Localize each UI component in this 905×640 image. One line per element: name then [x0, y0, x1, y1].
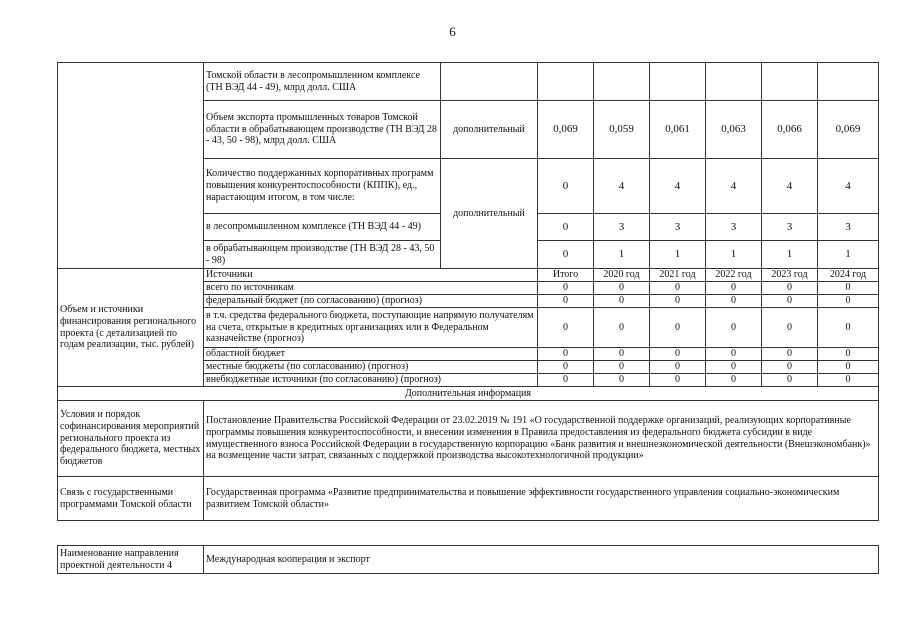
financing-row: внебюджетные источники (по согласованию) (прогноз) 0 0 0 0 0 0 [58, 374, 879, 387]
direction-value: Международная кооперация и экспорт [204, 546, 879, 574]
indicator-row [58, 63, 879, 101]
indicator-name: в лесопромышленном комплексе (ТН ВЭД 44 - 49) [204, 214, 441, 241]
financing-header-source: Источники [204, 269, 538, 282]
indicator-name: Объем экспорта промышленных товаров Томской области в обрабатывающем производстве (ТН ВЭД 28 - 43, 50 - 98), млрд долл. США [204, 101, 441, 159]
financing-row: областной бюджет 0 0 0 0 0 0 [58, 348, 879, 361]
project-table [57, 62, 879, 521]
financing-row: местные бюджеты (по согласованию) (прогноз) 0 0 0 0 0 0 [58, 361, 879, 374]
indicator-name: Количество поддержанных корпоративных программ повышения конкурентоспособности (КППК), ед., нарастающим итогом, в том числе: [204, 159, 441, 214]
financing-label: Объем и источники финансирования регионального проекта (с детализацией по годам реализации, тыс. рублей) [58, 269, 204, 387]
direction-row [58, 546, 879, 574]
indicator-row: в лесопромышленном комплексе (ТН ВЭД 44 - 49) 0 3 3 3 3 3 [58, 214, 879, 241]
programs-text: Государственная программа «Развитие предпринимательства и повышение эффективности государственного управления социально-экономическим развитием Томской области» [204, 477, 879, 521]
financing-source: местные бюджеты (по согласованию) (прогноз) [204, 361, 538, 374]
programs-row [58, 477, 879, 521]
indicator-name: в обрабатывающем производстве (ТН ВЭД 28 - 43, 50 - 98) [204, 241, 441, 269]
page-number: 6 [449, 24, 456, 39]
conditions-label: Условия и порядок софинансирования мероприятий регионального проекта из федерального бюджета, местных бюджетов [58, 401, 204, 477]
direction-label: Наименование направления проектной деятельности 4 [58, 546, 204, 574]
financing-source: всего по источникам [204, 282, 538, 295]
financing-source: внебюджетные источники (по согласованию) (прогноз) [204, 374, 538, 387]
indicator-name: Томской области в лесопромышленном комплексе (ТН ВЭД 44 - 49), млрд долл. США [204, 63, 441, 101]
indicator-type: дополнительный [441, 101, 538, 159]
direction-table [57, 545, 879, 574]
indicator-row: Количество поддержанных корпоративных программ повышения конкурентоспособности (КППК), ед., нарастающим итогом, в том числе: дополнительный 0 4 4 4 4 4 [58, 159, 879, 214]
financing-row: всего по источникам 0 0 0 0 0 0 [58, 282, 879, 295]
indicator-row: Объем экспорта промышленных товаров Томской области в обрабатывающем производстве (ТН ВЭД 28 - 43, 50 - 98), млрд долл. США дополнительный 0,069 0,059 0,061 0,063 0,066 0,069 [58, 101, 879, 159]
financing-source: областной бюджет [204, 348, 538, 361]
indicator-type [441, 63, 538, 101]
financing-header-row: Объем и источники финансирования регионального проекта (с детализацией по годам реализации, тыс. рублей) Источники Итого 2020 год 2021 год 2022 год 2023 год 2024 год [58, 269, 879, 282]
conditions-row [58, 401, 879, 477]
section-header-row [58, 387, 879, 401]
financing-row: федеральный бюджет (по согласованию) (прогноз) 0 0 0 0 0 0 [58, 295, 879, 308]
financing-source: федеральный бюджет (по согласованию) (прогноз) [204, 295, 538, 308]
financing-source: в т.ч. средства федерального бюджета, поступающие напрямую получателям на счета, открытые в кредитных организациях или в Федеральном казначействе (прогноз) [204, 308, 538, 348]
indicator-type: дополнительный [441, 159, 538, 269]
indicator-row: в обрабатывающем производстве (ТН ВЭД 28 - 43, 50 - 98) 0 1 1 1 1 1 [58, 241, 879, 269]
financing-row: в т.ч. средства федерального бюджета, поступающие напрямую получателям на счета, открытые в кредитных организациях или в Федеральном казначействе (прогноз) 0 0 0 0 0 0 [58, 308, 879, 348]
conditions-text: Постановление Правительства Российской Федерации от 23.02.2019 № 191 «О государственной поддержке организаций, реализующих корпоративные программы повышения конкурентоспособности, и внесении изменения в Правила предоставления из федерального бюджета субсидии в виде имущественного взноса Российской Федерации в государственную корпорацию «Банк развития и внешнеэкономической деятельности (Внешэкономбанк)» на возмещение части затрат, связанных с поддержкой производства высокотехнологичной продукции» [204, 401, 879, 477]
programs-label: Связь с государственными программами Томской области [58, 477, 204, 521]
section-title: Дополнительная информация [58, 387, 879, 401]
